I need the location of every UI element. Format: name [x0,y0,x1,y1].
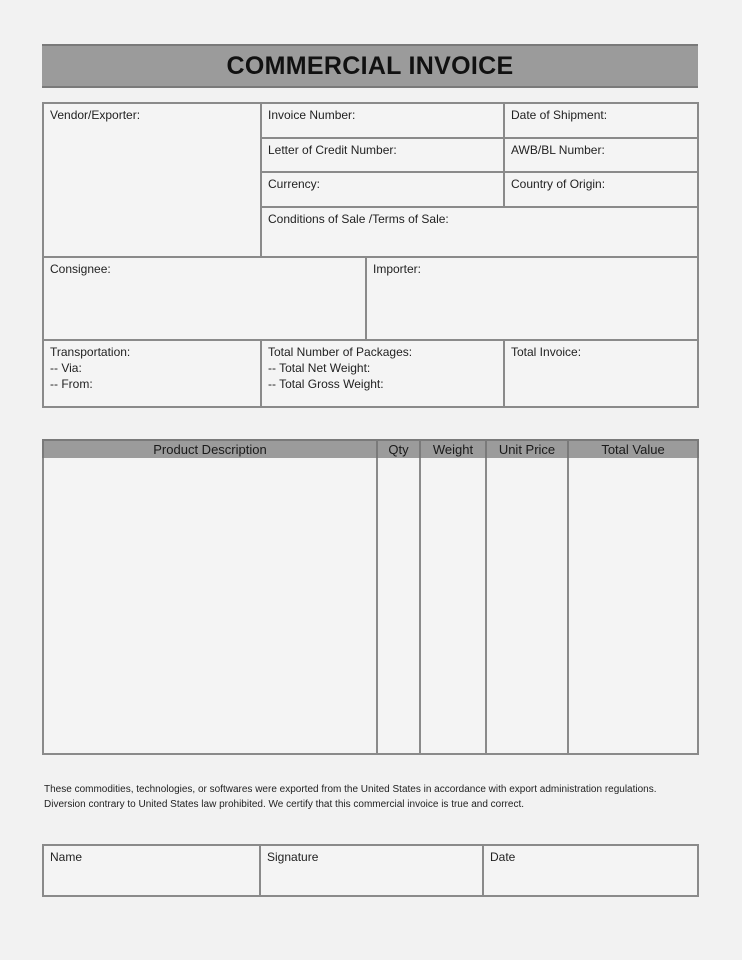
invoice-number-label: Invoice Number: [268,108,356,122]
transportation-field[interactable] [42,339,262,408]
consignee-field[interactable] [42,256,367,341]
total-net-weight-label: -- Total Net Weight: [268,361,371,375]
via-label: -- Via: [50,361,82,375]
currency-label: Currency: [268,177,321,191]
signature-field[interactable] [259,844,484,897]
conditions-of-sale-field[interactable] [260,206,699,258]
total-gross-weight-label: -- Total Gross Weight: [268,377,384,391]
date-of-shipment-label: Date of Shipment: [511,108,608,122]
packages-field[interactable] [260,339,505,408]
total-packages-label: Total Number of Packages: [268,345,413,359]
name-field[interactable] [42,844,262,897]
column-header-qty: Qty [376,439,421,460]
importer-label: Importer: [373,262,422,276]
title-bar [42,44,698,88]
column-header-product-description: Product Description [42,439,378,460]
country-of-origin-label: Country of Origin: [511,177,606,191]
date-label: Date [490,850,516,864]
column-header-total-value: Total Value [567,439,699,460]
name-label: Name [50,850,83,864]
consignee-label: Consignee: [50,262,111,276]
date-field[interactable] [482,844,699,897]
qty-column[interactable] [376,458,421,755]
document-title: COMMERCIAL INVOICE [226,51,514,80]
country-of-origin-field[interactable] [503,171,699,208]
total-invoice-field[interactable] [503,339,699,408]
currency-field[interactable] [260,171,505,208]
total-value-column[interactable] [567,458,699,755]
awb-bl-number-field[interactable] [503,137,699,173]
letter-of-credit-field[interactable] [260,137,505,173]
note-line-1: These commodities, technologies, or softwares were exported from the United States in accordance with export administration regulations. [44,784,657,795]
conditions-of-sale-label: Conditions of Sale /Terms of Sale: [268,212,449,226]
column-header-weight: Weight [419,439,487,460]
letter-of-credit-label: Letter of Credit Number: [268,143,397,157]
vendor-exporter-field[interactable] [42,102,262,258]
column-header-unit-price: Unit Price [485,439,569,460]
importer-field[interactable] [365,256,699,341]
transportation-label: Transportation: [50,345,131,359]
unit-price-column[interactable] [485,458,569,755]
product-description-column[interactable] [42,458,378,755]
vendor-exporter-label: Vendor/Exporter: [50,108,141,122]
signature-label: Signature [267,850,319,864]
from-label: -- From: [50,377,93,391]
date-of-shipment-field[interactable] [503,102,699,139]
awb-bl-number-label: AWB/BL Number: [511,143,605,157]
weight-column[interactable] [419,458,487,755]
invoice-number-field[interactable] [260,102,505,139]
export-compliance-note [44,782,704,812]
total-invoice-label: Total Invoice: [511,345,582,359]
note-line-2: Diversion contrary to United States law prohibited. We certify that this commercial invoice is true and correct. [44,799,525,810]
